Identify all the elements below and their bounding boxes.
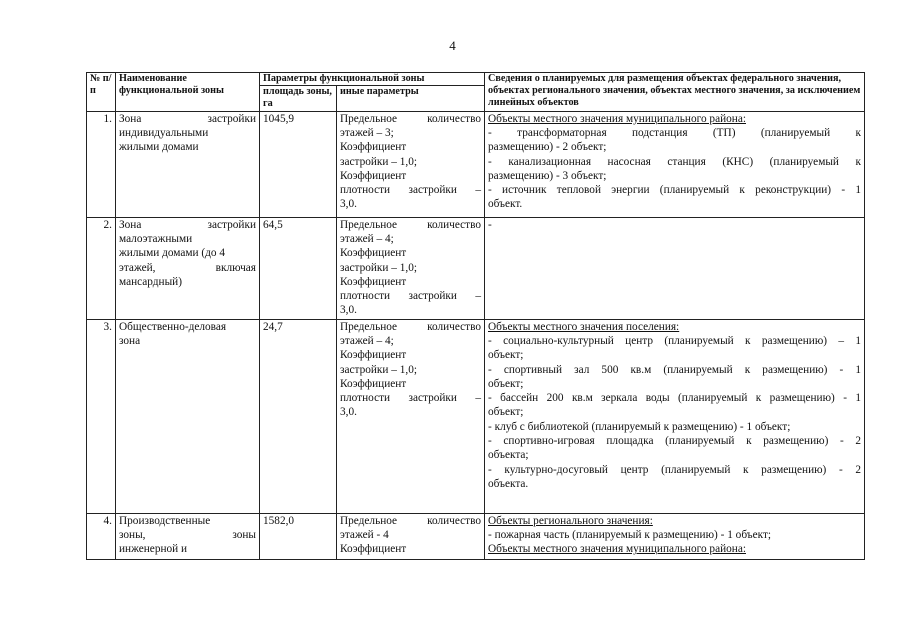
- cell-line: объекта;: [488, 449, 529, 462]
- cell-line: 3,0.: [340, 198, 357, 211]
- zone-params: [337, 111, 485, 217]
- cell-line: Объекты местного значения поселения:: [488, 320, 680, 333]
- cell-line: жилыми домами (до 4: [119, 247, 226, 260]
- planned-objects: [485, 319, 865, 513]
- cell-line: 3,0.: [340, 304, 357, 317]
- cell-line: зоны, зоны: [119, 528, 256, 541]
- planned-objects: [485, 111, 865, 217]
- cell-line: Предельное количество: [340, 112, 482, 125]
- cell-line: - спортивно-игровая площадка (планируемый к размещению) - 2: [488, 434, 862, 447]
- cell-line: Коэффициент: [340, 141, 407, 154]
- cell-line: этажей – 3;: [340, 126, 394, 139]
- cell-line: этажей – 4;: [340, 232, 394, 245]
- zone-area: 1582,0: [260, 513, 337, 559]
- cell-line: -: [488, 218, 492, 231]
- header-area: площадь зоны, га: [260, 86, 337, 111]
- cell-line: жилыми домами: [119, 141, 199, 154]
- table-row: [87, 319, 865, 513]
- header-other: иные параметры: [337, 86, 485, 111]
- zone-area: 1045,9: [260, 111, 337, 217]
- cell-line: этажей, включая: [119, 261, 256, 274]
- zone-name: [116, 319, 260, 513]
- table-row: [87, 111, 865, 217]
- cell-line: этажей - 4: [340, 528, 389, 541]
- cell-line: Коэффициент: [340, 543, 407, 556]
- cell-line: застройки – 1,0;: [340, 155, 417, 168]
- cell-line: объект;: [488, 377, 524, 390]
- cell-line: мансардный): [119, 275, 182, 288]
- cell-line: Зона застройки: [119, 218, 256, 231]
- cell-line: Коэффициент: [340, 247, 407, 260]
- planned-objects: [485, 513, 865, 559]
- cell-line: размещению) - 3 объект;: [488, 169, 607, 182]
- header-params: Параметры функциональной зоны: [260, 73, 485, 86]
- zone-name: [116, 513, 260, 559]
- cell-line: застройки – 1,0;: [340, 261, 417, 274]
- cell-line: Зона застройки: [119, 112, 256, 125]
- cell-line: объекта.: [488, 477, 529, 490]
- zone-params: [337, 513, 485, 559]
- zone-params: [337, 217, 485, 319]
- header-info: Сведения о планируемых для размещения объектах федерального значения, объектах регионального значения, объектах местного значения, за исключением линейных объектов: [485, 73, 865, 112]
- cell-line: размещению) - 2 объект;: [488, 141, 607, 154]
- page-number: 4: [449, 38, 456, 53]
- cell-line: Объекты регионального значения:: [488, 514, 653, 527]
- cell-line: Предельное количество: [340, 320, 482, 333]
- cell-line: инженерной и: [119, 543, 188, 556]
- cell-line: Коэффициент: [340, 169, 407, 182]
- cell-line: индивидуальными: [119, 126, 209, 139]
- cell-line: - социально-культурный центр (планируемый к размещению) – 1: [488, 334, 862, 347]
- cell-line: объект;: [488, 406, 524, 419]
- cell-line: Производственные: [119, 514, 211, 527]
- cell-line: малоэтажными: [119, 232, 193, 245]
- zone-area: 64,5: [260, 217, 337, 319]
- cell-line: плотности застройки –: [340, 290, 482, 303]
- cell-line: плотности застройки –: [340, 184, 482, 197]
- row-number: 1.: [87, 111, 116, 217]
- row-number: 3.: [87, 319, 116, 513]
- zone-name: [116, 111, 260, 217]
- cell-line: плотности застройки –: [340, 392, 482, 405]
- cell-line: зона: [119, 334, 141, 347]
- table-row: [87, 217, 865, 319]
- cell-line: Коэффициент: [340, 349, 407, 362]
- cell-line: Объекты местного значения муниципального района:: [488, 112, 746, 125]
- cell-line: - культурно-досуговый центр (планируемый к размещению) - 2: [488, 463, 862, 476]
- cell-line: застройки – 1,0;: [340, 363, 417, 376]
- cell-line: Предельное количество: [340, 514, 482, 527]
- cell-line: - клуб с библиотекой (планируемый к размещению) - 1 объект;: [488, 420, 791, 433]
- table-row: [87, 513, 865, 559]
- cell-line: - пожарная часть (планируемый к размещению) - 1 объект;: [488, 528, 772, 541]
- cell-line: - источник тепловой энергии (планируемый к реконструкции) - 1: [488, 184, 862, 197]
- cell-line: - бассейн 200 кв.м зеркала воды (планируемый к размещению) - 1: [488, 392, 862, 405]
- cell-line: - трансформаторная подстанция (ТП) (планируемый к: [488, 126, 862, 139]
- table-body: [87, 111, 865, 559]
- zone-params: [337, 319, 485, 513]
- zones-table: [86, 72, 865, 560]
- cell-line: Предельное количество: [340, 218, 482, 231]
- cell-line: объект;: [488, 349, 524, 362]
- cell-line: Общественно-деловая: [119, 320, 227, 333]
- cell-line: 3,0.: [340, 406, 357, 419]
- planned-objects: [485, 217, 865, 319]
- zone-name: [116, 217, 260, 319]
- row-number: 2.: [87, 217, 116, 319]
- cell-line: - спортивный зал 500 кв.м (планируемый к размещению) - 1: [488, 363, 862, 376]
- cell-line: объект.: [488, 198, 523, 211]
- cell-line: этажей – 4;: [340, 334, 394, 347]
- cell-line: Коэффициент: [340, 275, 407, 288]
- cell-line: Коэффициент: [340, 377, 407, 390]
- header-name: Наименование функциональной зоны: [116, 73, 260, 112]
- header-num: № п/п: [87, 73, 116, 112]
- cell-line: - канализационная насосная станция (КНС) (планируемый к: [488, 155, 862, 168]
- zone-area: 24,7: [260, 319, 337, 513]
- row-number: 4.: [87, 513, 116, 559]
- cell-line: Объекты местного значения муниципального района:: [488, 543, 746, 556]
